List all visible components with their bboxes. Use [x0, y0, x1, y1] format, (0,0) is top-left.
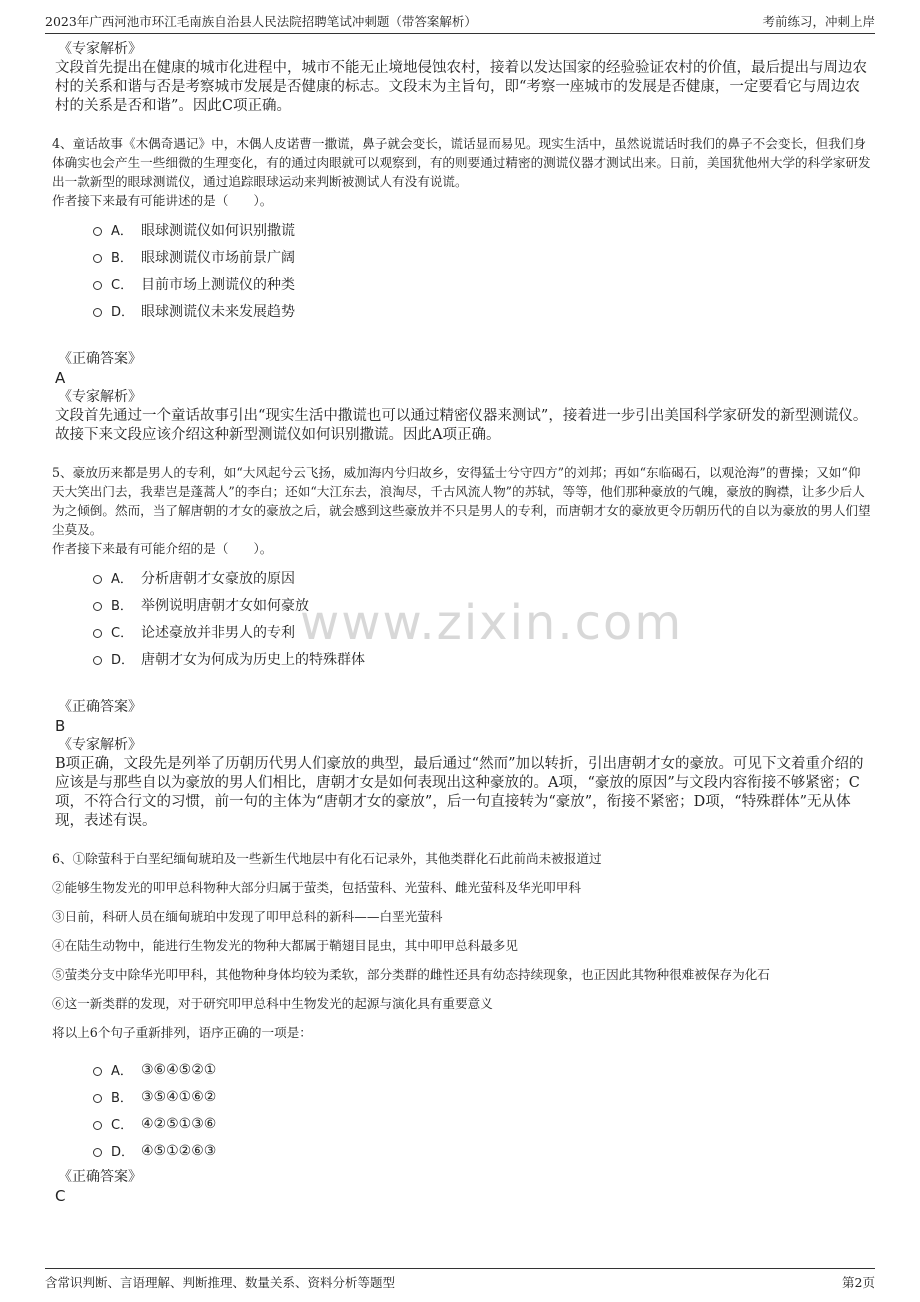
- q6-answer: C: [55, 1187, 66, 1205]
- q4-option-c[interactable]: C． 目前市场上测谎仪的种类: [93, 270, 872, 297]
- page-content: [52, 40, 872, 1206]
- correct-answer-label: 《正确答案》: [58, 1169, 142, 1185]
- q5-option-b[interactable]: B． 举例说明唐朝才女如何豪放: [93, 591, 872, 618]
- q4-options: [93, 216, 872, 324]
- page-header: [45, 10, 875, 34]
- radio-icon[interactable]: [93, 656, 102, 665]
- footer-topics: 含常识判断、言语理解、判断推理、数量关系、资料分析等题型: [45, 1275, 396, 1290]
- radio-icon[interactable]: [93, 254, 102, 263]
- radio-icon[interactable]: [93, 575, 102, 584]
- radio-icon[interactable]: [93, 1148, 102, 1157]
- q4-option-a[interactable]: A． 眼球测谎仪如何识别撒谎: [93, 216, 872, 243]
- document-title: 2023年广西河池市环江毛南族自治县人民法院招聘笔试冲刺题（带答案解析）: [45, 14, 477, 29]
- correct-answer-label: 《正确答案》: [58, 699, 142, 715]
- q6-sentence: ⑤萤类分支中除华光叩甲科，其他物种身体均较为柔软，部分类群的雌性还具有幼态持续现象，也正因此其物种很难被保存为化石: [52, 967, 770, 982]
- page-footer: [45, 1268, 875, 1292]
- q5-explanation: B项正确，文段先是列举了历朝历代男人们豪放的典型，最后通过“然而”加以转折，引出唐朝才女的豪放。可见下文着重介绍的应该是与那些自以为豪放的男人们相比，唐朝才女是如何表现出这种豪放的。A项，“豪放的原因”与文段内容衔接不够紧密；C项，不符合行文的习惯，前一句的主体为“唐朝才女的豪放”，后一句直接转为“豪放”，衔接不紧密；D项，“特殊群体”无从体现，表述有误。: [55, 756, 864, 829]
- radio-icon[interactable]: [93, 1067, 102, 1076]
- q5-option-d[interactable]: D． 唐朝才女为何成为历史上的特殊群体: [93, 645, 872, 672]
- q6-sentence: ③日前，科研人员在缅甸琥珀中发现了叩甲总科的新科——白垩光萤科: [52, 909, 443, 924]
- expert-analysis-label: 《专家解析》: [58, 389, 142, 405]
- header-slogan: 考前练习，冲刺上岸: [762, 14, 875, 29]
- q5-options: [93, 564, 872, 672]
- q6-sentence: 6、①除萤科于白垩纪缅甸琥珀及一些新生代地层中有化石记录外，其他类群化石此前尚未被报道过: [52, 851, 602, 866]
- q4-answer: A: [55, 369, 66, 387]
- page-number: 第2页: [842, 1275, 875, 1290]
- radio-icon[interactable]: [93, 1094, 102, 1103]
- q6-sentence: ②能够生物发光的叩甲总科物种大部分归属于萤类，包括萤科、光萤科、雌光萤科及华光叩甲科: [52, 880, 581, 895]
- radio-icon[interactable]: [93, 227, 102, 236]
- correct-answer-label: 《正确答案》: [58, 351, 142, 367]
- q5-stem: 5、豪放历来都是男人的专利，如“大风起兮云飞扬，威加海内兮归故乡，安得猛士兮守四方”的刘邦；再如“东临碣石，以观沧海”的曹操；又如“仰天大笑出门去，我辈岂是蓬蒿人”的李白；还如“大江东去，浪淘尽，千古风流人物”的苏轼，等等，他们那种豪放的气魄，豪放的胸襟，让多少后人为之倾倒。然而，当了解唐朝的才女的豪放之后，就会感到这些豪放并不只是男人的专利，而唐朝才女的豪放更令历朝历代的自以为豪放的男人们望尘莫及。: [52, 465, 871, 537]
- q6-options: [93, 1056, 872, 1164]
- q6-option-b[interactable]: B． ③⑤④①⑥②: [93, 1083, 872, 1110]
- radio-icon[interactable]: [93, 629, 102, 638]
- watermark: www.zixin.com: [300, 595, 684, 651]
- q4-stem: 4、童话故事《木偶奇遇记》中，木偶人皮诺曹一撒谎，鼻子就会变长，谎话显而易见。现实生活中，虽然说谎话时我们的鼻子不会变长，但我们身体确实也会产生一些细微的生理变化，有的通过肉眼就可以观察到，有的则要通过精密的测谎仪器才测试出来。日前，美国犹他州大学的科学家研发出一款新型的眼球测谎仪，通过追踪眼球运动来判断被测试人有没有说谎。: [52, 136, 871, 189]
- q3-explanation: 文段首先提出在健康的城市化进程中，城市不能无止境地侵蚀农村，接着以发达国家的经验验证农村的价值，最后提出与周边农村的关系和谐与否是考察城市发展是否健康的标志。文段末为主旨句，即“考察一座城市的发展是否健康，一定要看它与周边农村的关系是否和谐”。因此C项正确。: [55, 60, 867, 114]
- q6-sentences: [52, 849, 872, 1013]
- q6-option-c[interactable]: C． ④②⑤①③⑥: [93, 1110, 872, 1137]
- expert-analysis-label: 《专家解析》: [58, 41, 142, 57]
- expert-analysis-label: 《专家解析》: [58, 737, 142, 753]
- q4-option-b[interactable]: B． 眼球测谎仪市场前景广阔: [93, 243, 872, 270]
- radio-icon[interactable]: [93, 602, 102, 611]
- q4-option-d[interactable]: D． 眼球测谎仪未来发展趋势: [93, 297, 872, 324]
- q6-option-a[interactable]: A． ③⑥④⑤②①: [93, 1056, 872, 1083]
- q6-sentence: ④在陆生动物中，能进行生物发光的物种大都属于鞘翅目昆虫，其中叩甲总科最多见: [52, 938, 518, 953]
- q5-option-c[interactable]: C． 论述豪放并非男人的专利: [93, 618, 872, 645]
- q6-option-d[interactable]: D． ④⑤①②⑥③: [93, 1137, 872, 1164]
- q4-prompt: 作者接下来最有可能讲述的是（ ）。: [52, 193, 273, 208]
- q5-option-a[interactable]: A． 分析唐朝才女豪放的原因: [93, 564, 872, 591]
- q4-explanation: 文段首先通过一个童话故事引出“现实生活中撒谎也可以通过精密仪器来测试”，接着进一步引出美国科学家研发的新型测谎仪。故接下来文段应该介绍这种新型测谎仪如何识别撒谎。因此A项正确。: [55, 408, 868, 443]
- q6-prompt: 将以上6个句子重新排列，语序正确的一项是：: [52, 1025, 312, 1040]
- radio-icon[interactable]: [93, 281, 102, 290]
- radio-icon[interactable]: [93, 308, 102, 317]
- q5-prompt: 作者接下来最有可能介绍的是（ ）。: [52, 541, 273, 556]
- radio-icon[interactable]: [93, 1121, 102, 1130]
- q5-answer: B: [55, 717, 66, 735]
- q6-sentence: ⑥这一新类群的发现，对于研究叩甲总科中生物发光的起源与演化具有重要意义: [52, 996, 493, 1011]
